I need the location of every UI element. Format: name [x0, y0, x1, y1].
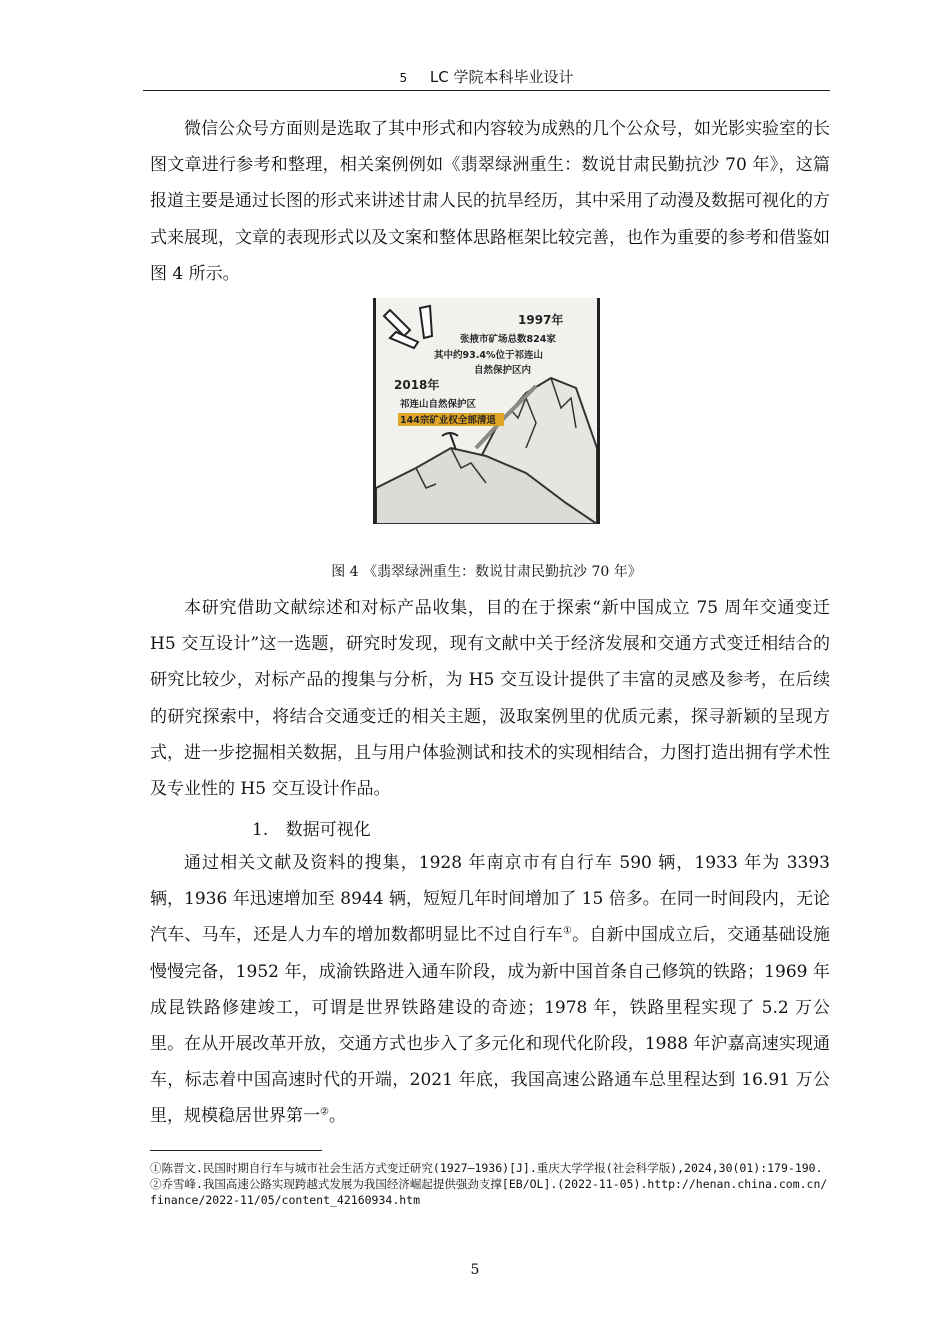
paragraph-wechat-cases: 微信公众号方面则是选取了其中形式和内容较为成熟的几个公众号，如光影实验室的长图文章进行参考和整理，相关案例例如《翡翠绿洲重生：数说甘肃民勤抗沙 70 年》，这篇报道主要是通过长图的形式来讲述甘肃人民的抗旱经历，其中采用了动漫及数据可视化的方式来展现，文章的表现形式以及文案和整体思路框架比较完善，也作为重要的参考和借鉴如图 4 所示。 — [150, 119, 830, 284]
paragraph-text-c: 。 — [328, 1106, 346, 1127]
figure-line-1: 张掖市矿场总数824家 — [460, 334, 556, 345]
figure-long-image — [373, 298, 600, 524]
section-heading-number: 1. — [252, 820, 269, 840]
header-title: LC 学院本科毕业设计 — [429, 68, 574, 86]
figure-line-4: 祁连山自然保护区 — [400, 399, 477, 410]
paragraph-transport-history — [150, 845, 830, 1135]
footnote-2: ②乔雪峰.我国高速公路实现跨越式发展为我国经济崛起提供强劲支撑[EB/OL].(2022-11-05).http://henan.china.com.cn/finance/2022-11/05/content_42160934.htm — [150, 1177, 828, 1207]
footnotes — [150, 1160, 830, 1208]
figure-line-2: 其中约93.4%位于祁连山 — [434, 350, 543, 361]
footnote-ref-1[interactable]: ① — [562, 925, 573, 937]
page-number: 5 — [470, 1262, 480, 1278]
figure-line-3: 自然保护区内 — [474, 365, 532, 376]
figure-year-1997: 1997年 — [518, 313, 564, 327]
paragraph-text-a: 通过相关文献及资料的搜集，1928 年南京市有自行车 590 辆，1933 年为 3393 辆，1936 年迅速增加至 8944 辆，短短几年时间增加了 15 倍多。在同一时间段内，无论汽车、马车，还是人力车的增加数都明显比不过自行车 — [150, 853, 830, 946]
section-heading-text: 数据可视化 — [285, 820, 371, 840]
figure-caption: 图 4 《翡翠绿洲重生：数说甘肃民勤抗沙 70 年》 — [331, 564, 642, 580]
page-header — [143, 66, 830, 91]
footnote-divider — [150, 1150, 322, 1151]
figure-line-5: 144宗矿业权全部清退 — [400, 415, 496, 426]
section-heading — [252, 820, 383, 840]
footnote-ref-2[interactable]: ② — [320, 1106, 329, 1118]
paragraph-text-b: 。自新中国成立后，交通基础设施慢慢完备，1952 年，成渝铁路进入通车阶段，成为新中国首条自己修筑的铁路；1969 年成昆铁路修建竣工，可谓是世界铁路建设的奇迹；1978 年，铁路里程实现了 5.2 万公里。在从开展改革开放，交通方式也步入了多元化和现代化阶段，1988 年沪嘉高速实现通车，标志着中国高速时代的开端，2021 年底，我国高速公路通车总里程达到 16.91 万公里，规模稳居世界第一 — [150, 925, 831, 1127]
mountain-illustration — [376, 298, 597, 524]
figure-year-2018: 2018年 — [394, 378, 440, 392]
footnote-1: ①陈晋文.民国时期自行车与城市社会生活方式变迁研究(1927—1936)[J].重庆大学学报(社会科学版),2024,30(01):179-190. — [150, 1161, 823, 1175]
paragraph-research-summary: 本研究借助文献综述和对标产品收集，目的在于探索“新中国成立 75 周年交通变迁 H5 交互设计”这一选题，研究时发现，现有文献中关于经济发展和交通方式变迁相结合的研究比较少，对标产品的搜集与分析，为 H5 交互设计提供了丰富的灵感及参考，在后续的研究探索中，将结合交通变迁的相关主题，汲取案例里的优质元素，探寻新颖的呈现方式，进一步挖掘相关数据，且与用户体验测试和技术的实现相结合，力图打造出拥有学术性及专业性的 H5 交互设计作品。 — [150, 598, 830, 800]
header-page-number: 5 — [399, 71, 408, 85]
